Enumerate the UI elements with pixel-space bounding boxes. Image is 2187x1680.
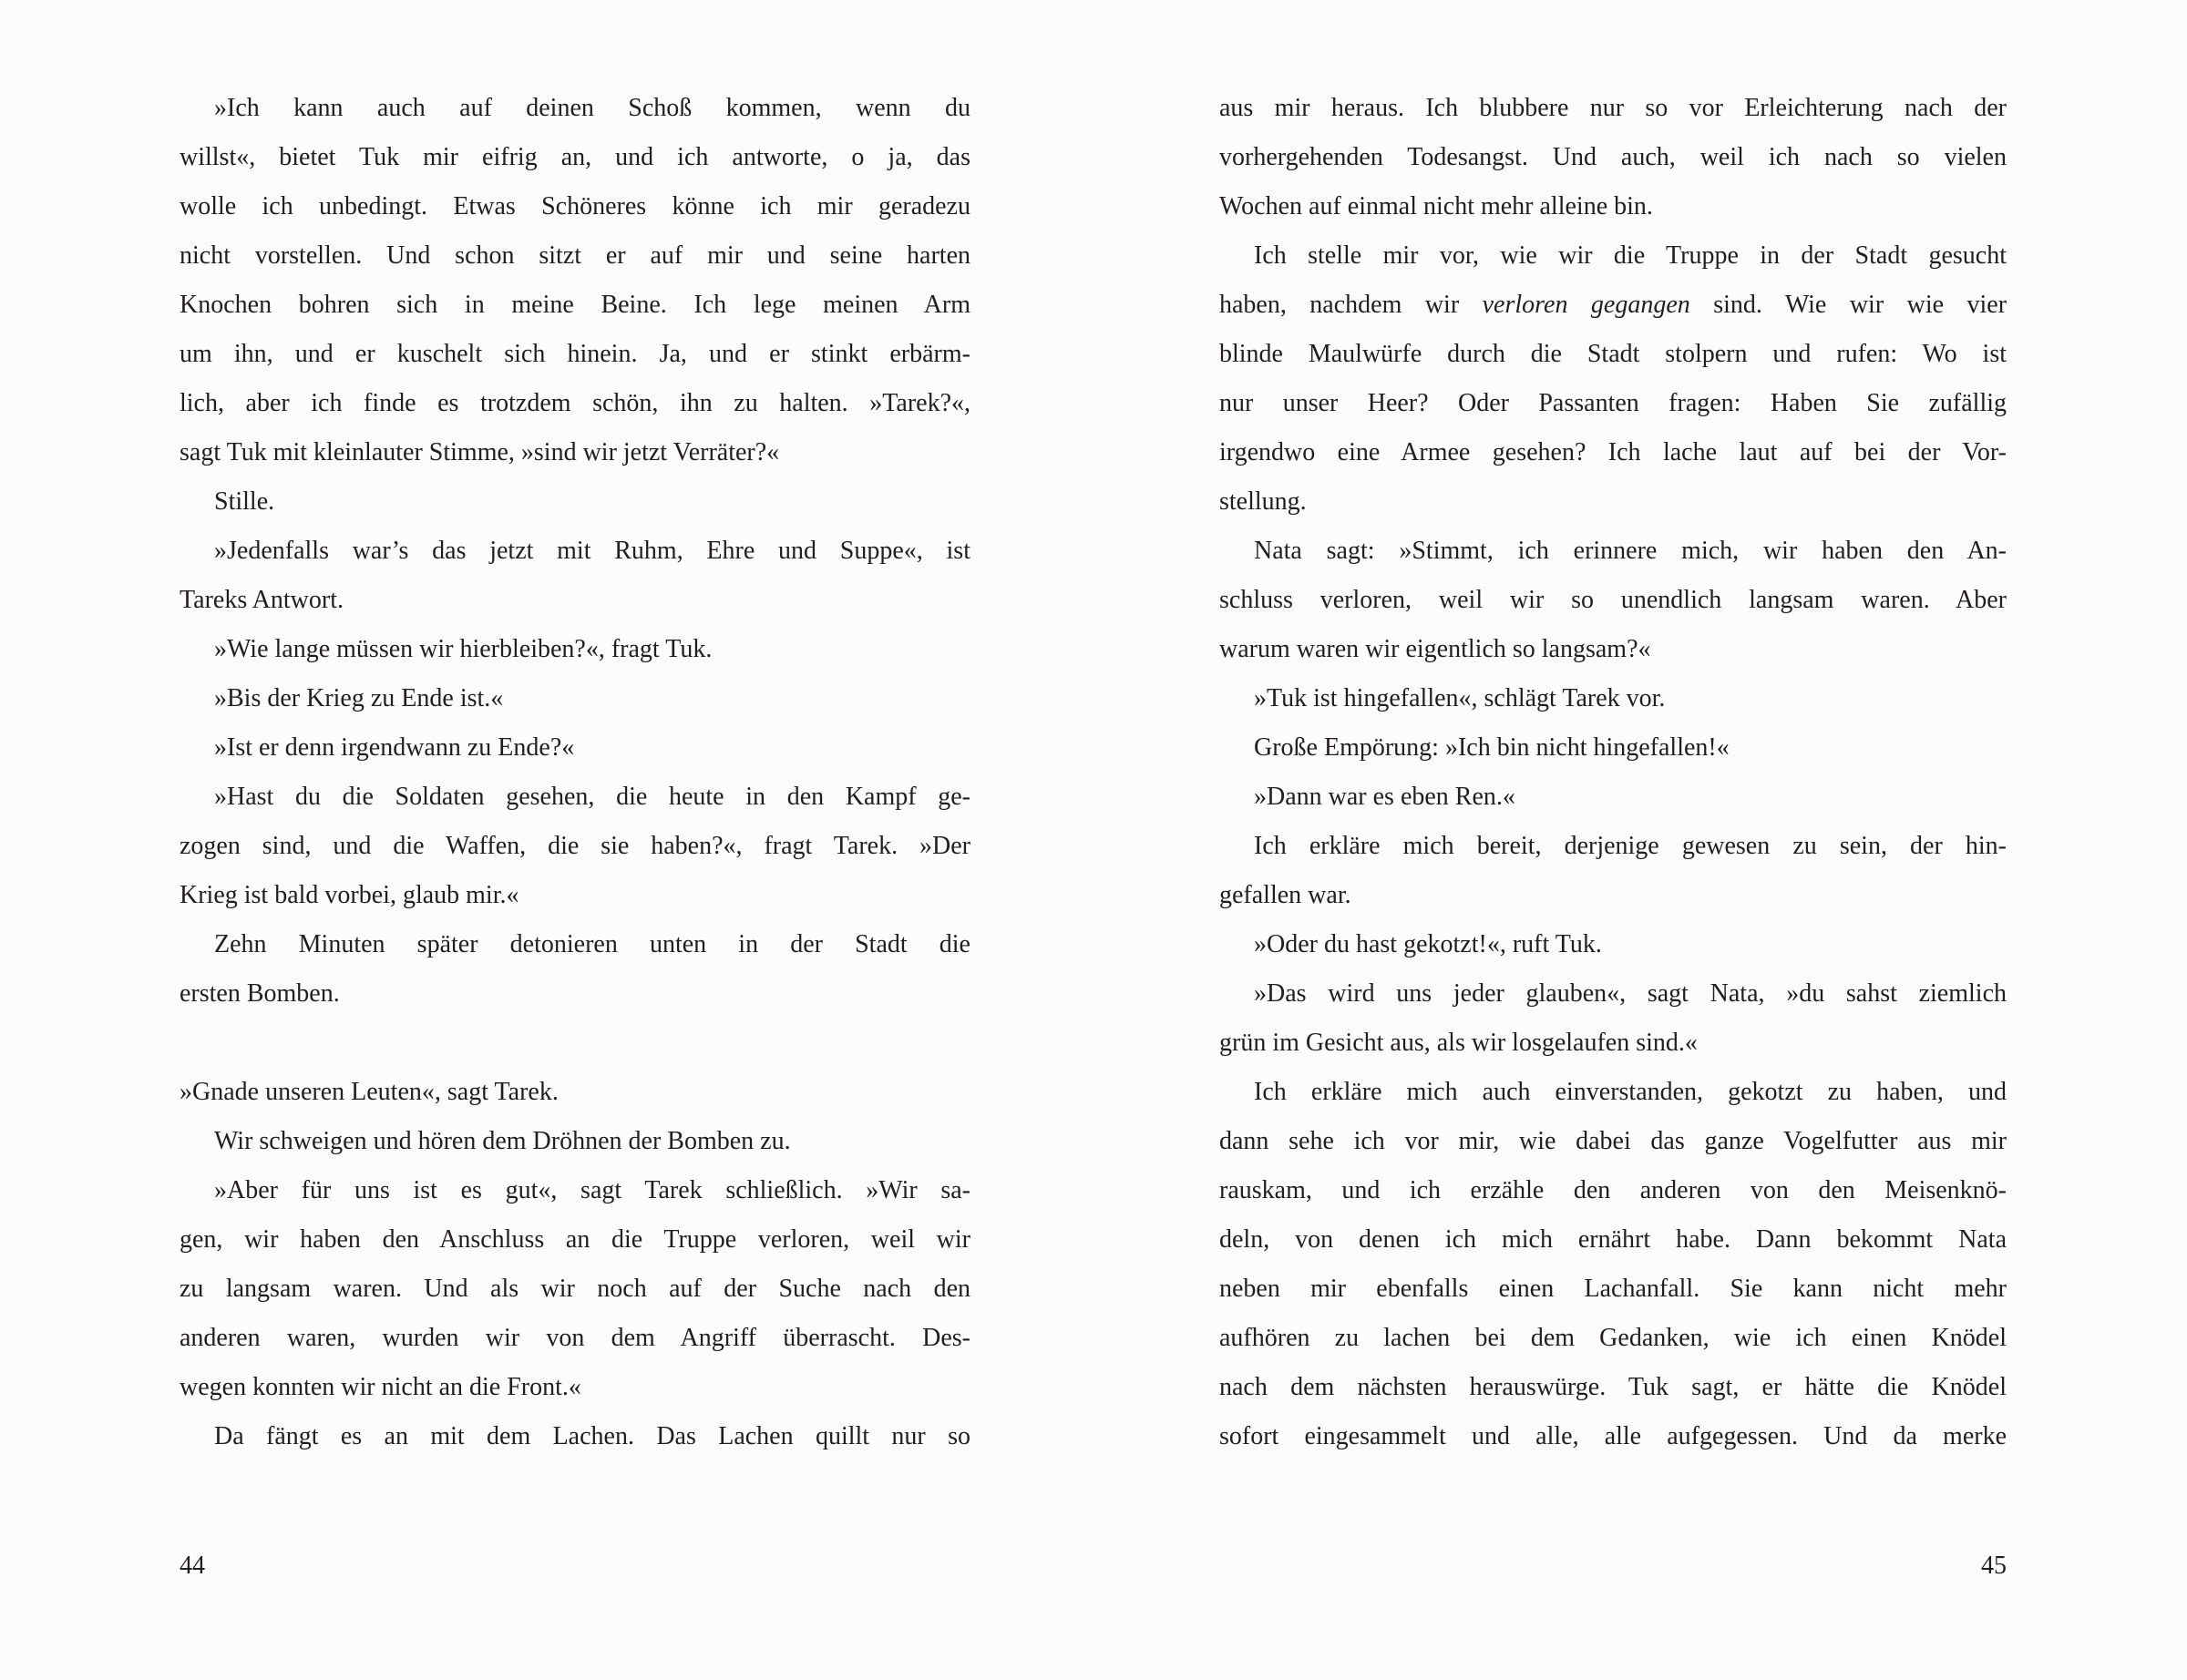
- paragraph: [180, 674, 970, 723]
- text-line: [180, 1068, 970, 1117]
- page-number-left: 44: [180, 1552, 205, 1580]
- paragraph: [1219, 920, 2007, 969]
- paragraph: [1219, 527, 2007, 674]
- text-run: »Gnade unseren Leuten«, sagt Tarek.: [180, 1078, 559, 1106]
- text-run: Tareks Antwort.: [180, 586, 344, 614]
- text-line: [1219, 871, 2007, 920]
- paragraph: [1219, 723, 2007, 773]
- text-run: aus mir heraus. Ich blubbere nur so vor Erleichterung nach der: [1219, 94, 2007, 122]
- text-run: ersten Bomben.: [180, 979, 340, 1008]
- text-line: [1219, 182, 2007, 231]
- text-run: wegen konnten wir nicht an die Front.«: [180, 1373, 581, 1401]
- text-run: gen, wir haben den Anschluss an die Truppe verloren, weil wir: [180, 1225, 970, 1254]
- page-left-text: [180, 84, 970, 1461]
- text-run: Ich stelle mir vor, wie wir die Truppe in der Stadt gesucht: [1254, 241, 2007, 270]
- text-line: [1219, 1068, 2007, 1117]
- page-right: [1094, 0, 2187, 1680]
- text-run: Stille.: [214, 487, 275, 516]
- text-run: »Das wird uns jeder glauben«, sagt Nata, »du sahst ziemlich: [1254, 979, 2007, 1008]
- text-line: [180, 674, 970, 723]
- text-run: warum waren wir eigentlich so langsam?«: [1219, 635, 1651, 663]
- text-run: Krieg ist bald vorbei, glaub mir.«: [180, 881, 519, 909]
- text-line: [180, 281, 970, 330]
- text-line: [1219, 773, 2007, 822]
- text-line: [180, 920, 970, 969]
- text-run: Knochen bohren sich in meine Beine. Ich lege meinen Arm: [180, 291, 970, 319]
- text-run: schluss verloren, weil wir so unendlich langsam waren. Aber: [1219, 586, 2007, 614]
- text-line: [180, 822, 970, 871]
- text-line: [1219, 920, 2007, 969]
- text-line: [1219, 84, 2007, 133]
- text-line: [180, 969, 970, 1019]
- text-run: wolle ich unbedingt. Etwas Schöneres könne ich mir geradezu: [180, 192, 970, 220]
- text-line: [180, 871, 970, 920]
- paragraph: [1219, 1068, 2007, 1461]
- text-line: [180, 1117, 970, 1166]
- text-run: nicht vorstellen. Und schon sitzt er auf mir und seine harten: [180, 241, 970, 270]
- paragraph: [180, 773, 970, 920]
- text-line: [180, 723, 970, 773]
- text-run: um ihn, und er kuschelt sich hinein. Ja, und er stinkt erbärm-: [180, 340, 970, 368]
- text-run: rauskam, und ich erzähle den anderen von den Meisenknö-: [1219, 1176, 2007, 1204]
- text-line: [180, 1265, 970, 1314]
- paragraph: [180, 723, 970, 773]
- text-line: [180, 477, 970, 527]
- text-line: [1219, 527, 2007, 576]
- text-line: [1219, 1412, 2007, 1461]
- page-number-right: 45: [1981, 1552, 2007, 1580]
- text-line: [1219, 1363, 2007, 1412]
- text-run: nur unser Heer? Oder Passanten fragen: Haben Sie zufällig: [1219, 389, 2007, 417]
- text-run: anderen waren, wurden wir von dem Angriff überrascht. Des-: [180, 1324, 970, 1352]
- text-line: [1219, 231, 2007, 281]
- text-line: [1219, 477, 2007, 527]
- paragraph: [180, 625, 970, 674]
- text-line: [1219, 723, 2007, 773]
- paragraph: [180, 1166, 970, 1412]
- text-run: Da fängt es an mit dem Lachen. Das Lachen quillt nur so: [214, 1422, 970, 1450]
- text-line: [180, 133, 970, 182]
- text-run: »Wie lange müssen wir hierbleiben?«, fragt Tuk.: [214, 635, 713, 663]
- text-line: [1219, 1215, 2007, 1265]
- text-line: [180, 84, 970, 133]
- paragraph: [1219, 969, 2007, 1068]
- text-run: stellung.: [1219, 487, 1307, 516]
- text-run: Ich erkläre mich auch einverstanden, gekotzt zu haben, und: [1254, 1078, 2007, 1106]
- text-line: [180, 527, 970, 576]
- italic-text-run: verloren gegangen: [1482, 291, 1690, 319]
- text-line: [1219, 281, 2007, 330]
- paragraph: [180, 1412, 970, 1461]
- text-line: [1219, 330, 2007, 379]
- text-run: »Ist er denn irgendwann zu Ende?«: [214, 733, 575, 762]
- text-line: [1219, 969, 2007, 1019]
- text-line: [1219, 674, 2007, 723]
- text-line: [180, 428, 970, 477]
- paragraph: [180, 477, 970, 527]
- text-line: [180, 1215, 970, 1265]
- text-line: [1219, 133, 2007, 182]
- text-line: [1219, 1265, 2007, 1314]
- text-run: »Bis der Krieg zu Ende ist.«: [214, 684, 504, 712]
- text-run: sind. Wie wir wie vier: [1689, 291, 2007, 319]
- text-line: [1219, 1314, 2007, 1363]
- text-line: [180, 1412, 970, 1461]
- text-run: nach dem nächsten herauswürge. Tuk sagt, er hätte die Knödel: [1219, 1373, 2007, 1401]
- text-run: »Aber für uns ist es gut«, sagt Tarek schließlich. »Wir sa-: [214, 1176, 970, 1204]
- text-run: »Oder du hast gekotzt!«, ruft Tuk.: [1254, 930, 1602, 958]
- text-run: zogen sind, und die Waffen, die sie haben?«, fragt Tarek. »Der: [180, 832, 970, 860]
- text-run: Ich erkläre mich bereit, derjenige gewesen zu sein, der hin-: [1254, 832, 2007, 860]
- text-line: [180, 625, 970, 674]
- text-run: »Hast du die Soldaten gesehen, die heute in den Kampf ge-: [214, 783, 970, 811]
- paragraph: [180, 84, 970, 477]
- text-run: neben mir ebenfalls einen Lachanfall. Sie kann nicht mehr: [1219, 1275, 2007, 1303]
- text-line: [1219, 1117, 2007, 1166]
- text-run: Wir schweigen und hören dem Dröhnen der Bomben zu.: [214, 1127, 791, 1155]
- text-run: »Tuk ist hingefallen«, schlägt Tarek vor.: [1254, 684, 1666, 712]
- paragraph: [1219, 822, 2007, 920]
- text-run: Große Empörung: »Ich bin nicht hingefallen!«: [1254, 733, 1730, 762]
- text-run: haben, nachdem wir: [1219, 291, 1483, 319]
- text-run: deln, von denen ich mich ernährt habe. Dann bekommt Nata: [1219, 1225, 2007, 1254]
- text-run: Nata sagt: »Stimmt, ich erinnere mich, wir haben den An-: [1254, 537, 2007, 565]
- paragraph: [1219, 674, 2007, 723]
- text-line: [1219, 379, 2007, 428]
- text-run: aufhören zu lachen bei dem Gedanken, wie ich einen Knödel: [1219, 1324, 2007, 1352]
- text-line: [1219, 625, 2007, 674]
- text-line: [180, 1314, 970, 1363]
- text-run: dann sehe ich vor mir, wie dabei das ganze Vogelfutter aus mir: [1219, 1127, 2007, 1155]
- paragraph: [1219, 773, 2007, 822]
- paragraph: [1219, 84, 2007, 231]
- text-run: Zehn Minuten später detonieren unten in der Stadt die: [214, 930, 970, 958]
- text-run: Wochen auf einmal nicht mehr alleine bin.: [1219, 192, 1653, 220]
- text-run: blinde Maulwürfe durch die Stadt stolpern und rufen: Wo ist: [1219, 340, 2007, 368]
- text-run: grün im Gesicht aus, als wir losgelaufen sind.«: [1219, 1029, 1698, 1057]
- paragraph: [180, 920, 970, 1019]
- paragraph: [1219, 231, 2007, 527]
- page-right-text: [1219, 84, 2007, 1461]
- text-line: [180, 379, 970, 428]
- text-run: vorhergehenden Todesangst. Und auch, weil ich nach so vielen: [1219, 143, 2007, 171]
- text-line: [180, 231, 970, 281]
- text-line: [180, 576, 970, 625]
- text-line: [180, 1363, 970, 1412]
- text-line: [1219, 822, 2007, 871]
- text-line: [180, 330, 970, 379]
- text-run: gefallen war.: [1219, 881, 1351, 909]
- text-line: [180, 773, 970, 822]
- text-line: [1219, 428, 2007, 477]
- text-line: [1219, 1019, 2007, 1068]
- text-run: sagt Tuk mit kleinlauter Stimme, »sind wir jetzt Verräter?«: [180, 438, 780, 466]
- text-line: [1219, 576, 2007, 625]
- text-run: sofort eingesammelt und alle, alle aufgegessen. Und da merke: [1219, 1422, 2007, 1450]
- text-line: [180, 182, 970, 231]
- text-run: »Jedenfalls war’s das jetzt mit Ruhm, Ehre und Suppe«, ist: [214, 537, 970, 565]
- text-run: lich, aber ich finde es trotzdem schön, ihn zu halten. »Tarek?«,: [180, 389, 970, 417]
- paragraph: [180, 1117, 970, 1166]
- text-run: willst«, bietet Tuk mir eifrig an, und ich antworte, o ja, das: [180, 143, 970, 171]
- text-run: »Dann war es eben Ren.«: [1254, 783, 1515, 811]
- text-run: irgendwo eine Armee gesehen? Ich lache laut auf bei der Vor-: [1219, 438, 2007, 466]
- text-line: [1219, 1166, 2007, 1215]
- paragraph: [180, 527, 970, 625]
- text-run: zu langsam waren. Und als wir noch auf der Suche nach den: [180, 1275, 970, 1303]
- text-run: »Ich kann auch auf deinen Schoß kommen, wenn du: [214, 94, 970, 122]
- paragraph: [180, 1068, 970, 1117]
- text-line: [180, 1166, 970, 1215]
